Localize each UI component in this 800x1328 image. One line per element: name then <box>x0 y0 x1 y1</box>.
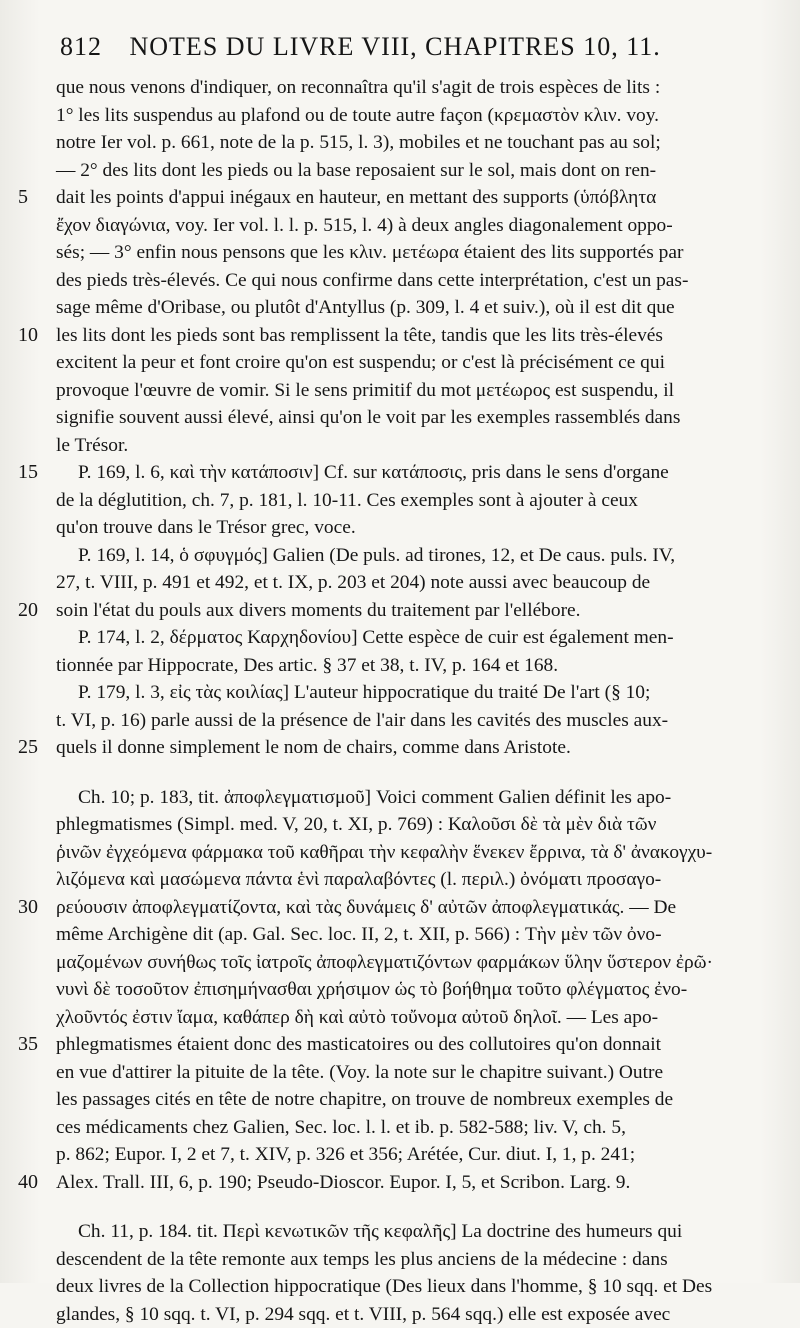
text-line <box>56 74 746 102</box>
text-line <box>56 784 746 812</box>
line-text: sage même d'Oribase, ou plutôt d'Antyllus (p. 309, l. 4 et suiv.), où il est dit que <box>56 297 675 318</box>
line-text: provoque l'œuvre de vomir. Si le sens primitif du mot μετέωρος est suspendu, il <box>56 380 674 401</box>
line-text: les passages cités en tête de notre chapitre, on trouve de nombreux exemples de <box>56 1089 673 1110</box>
paragraph-gap <box>56 762 746 784</box>
text-line <box>56 1031 746 1059</box>
text-line <box>56 542 746 570</box>
text-line <box>56 707 746 735</box>
paragraph-gap <box>56 1196 746 1218</box>
text-line <box>56 1273 746 1301</box>
running-title: NOTES DU LIVRE VIII, CHAPITRES 10, 11. <box>130 32 661 61</box>
text-line <box>56 514 746 542</box>
line-text: P. 169, l. 14, ὁ σφυγμός] Galien (De puls. ad tirones, 12, et De caus. puls. IV, <box>78 545 675 566</box>
line-text: ρεύουσιν ἀποφλεγματίζοντα, καὶ τὰς δυνάμεις δ' αὐτῶν ἀποφλεγματικάς. — De <box>56 897 676 918</box>
text-line <box>56 404 746 432</box>
line-text: μαζομένων συνήθως τοῖς ἰατροῖς ἀποφλεγματιζόντων φαρμάκων ὕλην ὕστερον ἐρῶ· <box>56 952 713 973</box>
line-text: χλοῦντός ἐστιν ἴαμα, καθάπερ δὴ καὶ αὐτὸ τοὔνομα αὐτοῦ δηλοῖ. — Les apo- <box>56 1007 658 1028</box>
line-number: 30 <box>18 894 46 922</box>
text-line <box>56 839 746 867</box>
text-line <box>56 1246 746 1274</box>
text-line <box>56 1301 746 1328</box>
line-text: P. 179, l. 3, εἰς τὰς κοιλίας] L'auteur hippocratique du traité De l'art (§ 10; <box>78 682 650 703</box>
line-text: des pieds très-élevés. Ce qui nous confirme dans cette interprétation, c'est un pas- <box>56 270 688 291</box>
line-text: soin l'état du pouls aux divers moments du traitement par l'ellébore. <box>56 600 581 621</box>
text-line <box>56 624 746 652</box>
line-text: ces médicaments chez Galien, Sec. loc. l. l. et ib. p. 582-588; liv. V, ch. 5, <box>56 1117 626 1138</box>
text-line <box>56 811 746 839</box>
text-line <box>56 1086 746 1114</box>
line-text: 1° les lits suspendus au plafond ou de toute autre façon (κρεμαστὸν κλιν. voy. <box>56 105 659 126</box>
line-text: même Archigène dit (ap. Gal. Sec. loc. II, 2, t. XII, p. 566) : Τὴν μὲν τῶν ὀνο- <box>56 924 662 945</box>
line-text: signifie souvent aussi élevé, ainsi qu'on le voit par les exemples rassemblés dans <box>56 407 680 428</box>
page-number: 812 <box>60 32 102 61</box>
line-text: P. 169, l. 6, καὶ τὴν κατάποσιν] Cf. sur κατάποσις, pris dans le sens d'organe <box>78 462 669 483</box>
line-text: de la déglutition, ch. 7, p. 181, l. 10-11. Ces exemples sont à ajouter à ceux <box>56 490 638 511</box>
line-number: 15 <box>18 459 46 487</box>
line-text: dait les points d'appui inégaux en hauteur, en mettant des supports (ὑπόβλητα <box>56 187 656 208</box>
text-line <box>56 129 746 157</box>
text-line <box>56 487 746 515</box>
text-line <box>56 102 746 130</box>
line-text: tionnée par Hippocrate, Des artic. § 37 et 38, t. IV, p. 164 et 168. <box>56 655 558 676</box>
line-text: phlegmatismes étaient donc des masticatoires ou des collutoires qu'on donnait <box>56 1034 661 1055</box>
running-header <box>60 32 750 62</box>
text-line <box>56 652 746 680</box>
line-text: Alex. Trall. III, 6, p. 190; Pseudo-Dioscor. Eupor. I, 5, et Scribon. Larg. 9. <box>56 1172 630 1193</box>
line-text: les lits dont les pieds sont bas remplissent la tête, tandis que les lits très-élevés <box>56 325 663 346</box>
line-text: glandes, § 10 sqq. t. VI, p. 294 sqq. et t. VIII, p. 564 sqq.) elle est exposée avec <box>56 1304 670 1325</box>
line-number: 5 <box>18 184 46 212</box>
text-line <box>56 597 746 625</box>
line-text: en vue d'attirer la pituite de la tête. (Voy. la note sur le chapitre suivant.) Outre <box>56 1062 663 1083</box>
text-line <box>56 184 746 212</box>
text-line <box>56 1218 746 1246</box>
line-text: quels il donne simplement le nom de chairs, comme dans Aristote. <box>56 737 571 758</box>
line-number: 25 <box>18 734 46 762</box>
line-text: P. 174, l. 2, δέρματος Καρχηδονίου] Cette espèce de cuir est également men- <box>78 627 674 648</box>
line-number: 10 <box>18 322 46 350</box>
text-line <box>56 1004 746 1032</box>
line-text: qu'on trouve dans le Trésor grec, voce. <box>56 517 356 538</box>
text-line <box>56 1114 746 1142</box>
text-line <box>56 976 746 1004</box>
line-number: 40 <box>18 1169 46 1197</box>
text-line <box>56 212 746 240</box>
line-text: νυνὶ δὲ τοσοῦτον ἐπισημήνασθαι χρήσιμον ὡς τὸ βοήθημα τοῦτο φλέγματος ἐνο- <box>56 979 687 1000</box>
line-text: phlegmatismes (Simpl. med. V, 20, t. XI, p. 769) : Καλοῦσι δὲ τὰ μὲν διὰ τῶν <box>56 814 656 835</box>
line-text: ῥινῶν ἐγχεόμενα φάρμακα τοῦ καθῆραι τὴν κεφαλὴν ἕνεκεν ἔρρινα, τὰ δ' ἀνακογχυ- <box>56 842 712 863</box>
text-line <box>56 377 746 405</box>
line-text: excitent la peur et font croire qu'on est suspendu; or c'est là précisément ce qui <box>56 352 665 373</box>
text-line <box>56 459 746 487</box>
text-line <box>56 267 746 295</box>
line-text: Ch. 10; p. 183, tit. ἀποφλεγματισμοῦ] Voici comment Galien définit les apo- <box>78 787 671 808</box>
line-text: p. 862; Eupor. I, 2 et 7, t. XIV, p. 326 et 356; Arétée, Cur. diut. I, 1, p. 241; <box>56 1144 635 1165</box>
line-text: descendent de la tête remonte aux temps les plus anciens de la médecine : dans <box>56 1249 668 1270</box>
text-line <box>56 322 746 350</box>
line-text: — 2° des lits dont les pieds ou la base reposaient sur le sol, mais dont on ren- <box>56 160 656 181</box>
line-text: ἔχον διαγώνια, voy. Ier vol. l. l. p. 515, l. 4) à deux angles diagonalement oppo- <box>56 215 673 236</box>
text-line <box>56 921 746 949</box>
text-line <box>56 432 746 460</box>
text-line <box>56 1169 746 1197</box>
text-line <box>56 734 746 762</box>
text-line <box>56 1059 746 1087</box>
line-number: 20 <box>18 597 46 625</box>
line-text: Ch. 11, p. 184. tit. Περὶ κενωτικῶν τῆς κεφαλῆς] La doctrine des humeurs qui <box>78 1221 682 1242</box>
line-text: le Trésor. <box>56 435 128 456</box>
line-number: 35 <box>18 1031 46 1059</box>
text-line <box>56 294 746 322</box>
text-line <box>56 349 746 377</box>
line-text: λιζόμενα καὶ μασώμενα πάντα ἑνὶ παραλαβόντες (l. περιλ.) ὀνόματι προσαγο- <box>56 869 661 890</box>
text-line <box>56 1141 746 1169</box>
text-line <box>56 569 746 597</box>
text-line <box>56 949 746 977</box>
line-text: t. VI, p. 16) parle aussi de la présence de l'air dans les cavités des muscles aux- <box>56 710 668 731</box>
text-line <box>56 679 746 707</box>
text-line <box>56 239 746 267</box>
notes-body <box>56 74 746 1328</box>
line-text: sés; — 3° enfin nous pensons que les κλιν. μετέωρα étaient des lits supportés par <box>56 242 683 263</box>
line-text: deux livres de la Collection hippocratique (Des lieux dans l'homme, § 10 sqq. et Des <box>56 1276 712 1297</box>
text-line <box>56 157 746 185</box>
text-line <box>56 894 746 922</box>
line-text: 27, t. VIII, p. 491 et 492, et t. IX, p. 203 et 204) note aussi avec beaucoup de <box>56 572 650 593</box>
line-text: que nous venons d'indiquer, on reconnaîtra qu'il s'agit de trois espèces de lits : <box>56 77 660 98</box>
line-text: notre Ier vol. p. 661, note de la p. 515, l. 3), mobiles et ne touchant pas au sol; <box>56 132 661 153</box>
text-line <box>56 866 746 894</box>
